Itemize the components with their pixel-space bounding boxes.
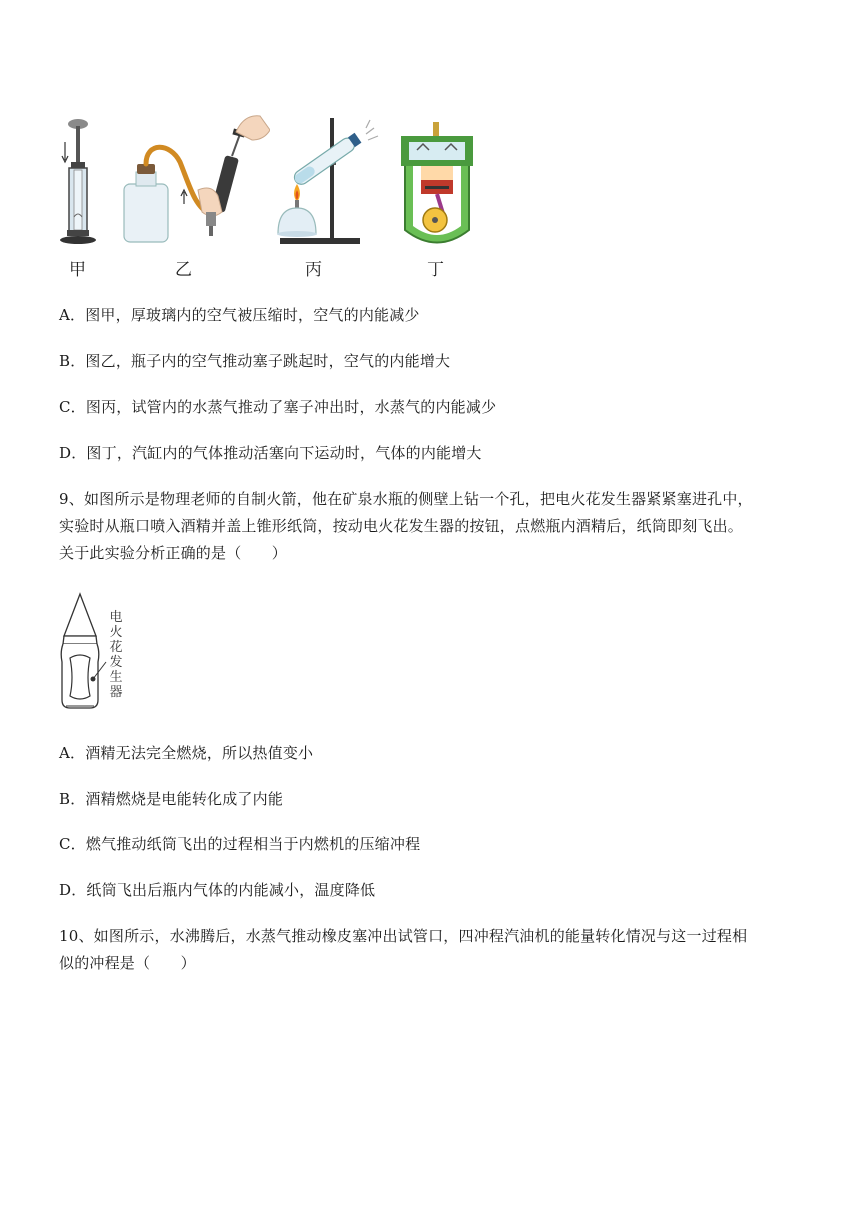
spark-generator-label-char: 发 <box>109 655 123 670</box>
q9-stem-line-2: 实验时从瓶口喷入酒精并盖上锥形纸筒，按动电火花发生器的按钮，点燃瓶内酒精后，纸筒即刻飞出。 <box>59 517 744 535</box>
q9-stem-line-3: 关于此实验分析正确的是（ ） <box>59 544 288 562</box>
figure-label-ding: 丁 <box>427 260 444 280</box>
q9-option-a: A．酒精无法完全燃烧，所以热值变小 <box>59 744 314 762</box>
spark-generator-label <box>109 610 123 700</box>
engine-cylinder-figure <box>395 120 480 255</box>
q10-stem-line-2: 似的冲程是（ ） <box>59 954 196 972</box>
spark-generator-label-char: 生 <box>109 670 123 685</box>
q9-option-b: B．酒精燃烧是电能转化成了内能 <box>59 790 284 808</box>
figure-q8 <box>55 112 495 280</box>
spark-generator-label-char: 火 <box>109 625 123 640</box>
q9-option-d: D．纸筒飞出后瓶内气体的内能减小，温度降低 <box>59 881 376 899</box>
bottle-pump-apparatus-figure <box>120 112 270 252</box>
test-tube-heating-apparatus-figure <box>270 112 380 252</box>
q9-option-c: C．燃气推动纸筒飞出的过程相当于内燃机的压缩冲程 <box>59 835 421 853</box>
figure-label-jia: 甲 <box>69 260 86 280</box>
bottle-rocket-figure <box>60 592 110 714</box>
q8-option-b: B．图乙，瓶子内的空气推动塞子跳起时，空气的内能增大 <box>59 352 451 370</box>
q10-stem-line-1: 10、如图所示，水沸腾后，水蒸气推动橡皮塞冲出试管口，四冲程汽油机的能量转化情况与这一过程相 <box>59 927 748 945</box>
spark-generator-label-char: 花 <box>109 640 123 655</box>
figure-label-yi: 乙 <box>175 260 192 280</box>
spark-generator-label-char: 电 <box>109 610 123 625</box>
figure-label-bing: 丙 <box>305 260 322 280</box>
air-compression-apparatus-figure <box>55 112 105 252</box>
q8-option-d: D．图丁，汽缸内的气体推动活塞向下运动时，气体的内能增大 <box>59 444 482 462</box>
q8-option-c: C．图丙，试管内的水蒸气推动了塞子冲出时，水蒸气的内能减少 <box>59 398 497 416</box>
q8-option-a: A．图甲，厚玻璃内的空气被压缩时，空气的内能减少 <box>59 306 420 324</box>
q9-stem-line-1: 9、如图所示是物理老师的自制火箭，他在矿泉水瓶的侧壁上钻一个孔，把电火花发生器紧紧塞进孔中， <box>59 490 753 508</box>
spark-generator-label-char: 器 <box>109 685 123 700</box>
